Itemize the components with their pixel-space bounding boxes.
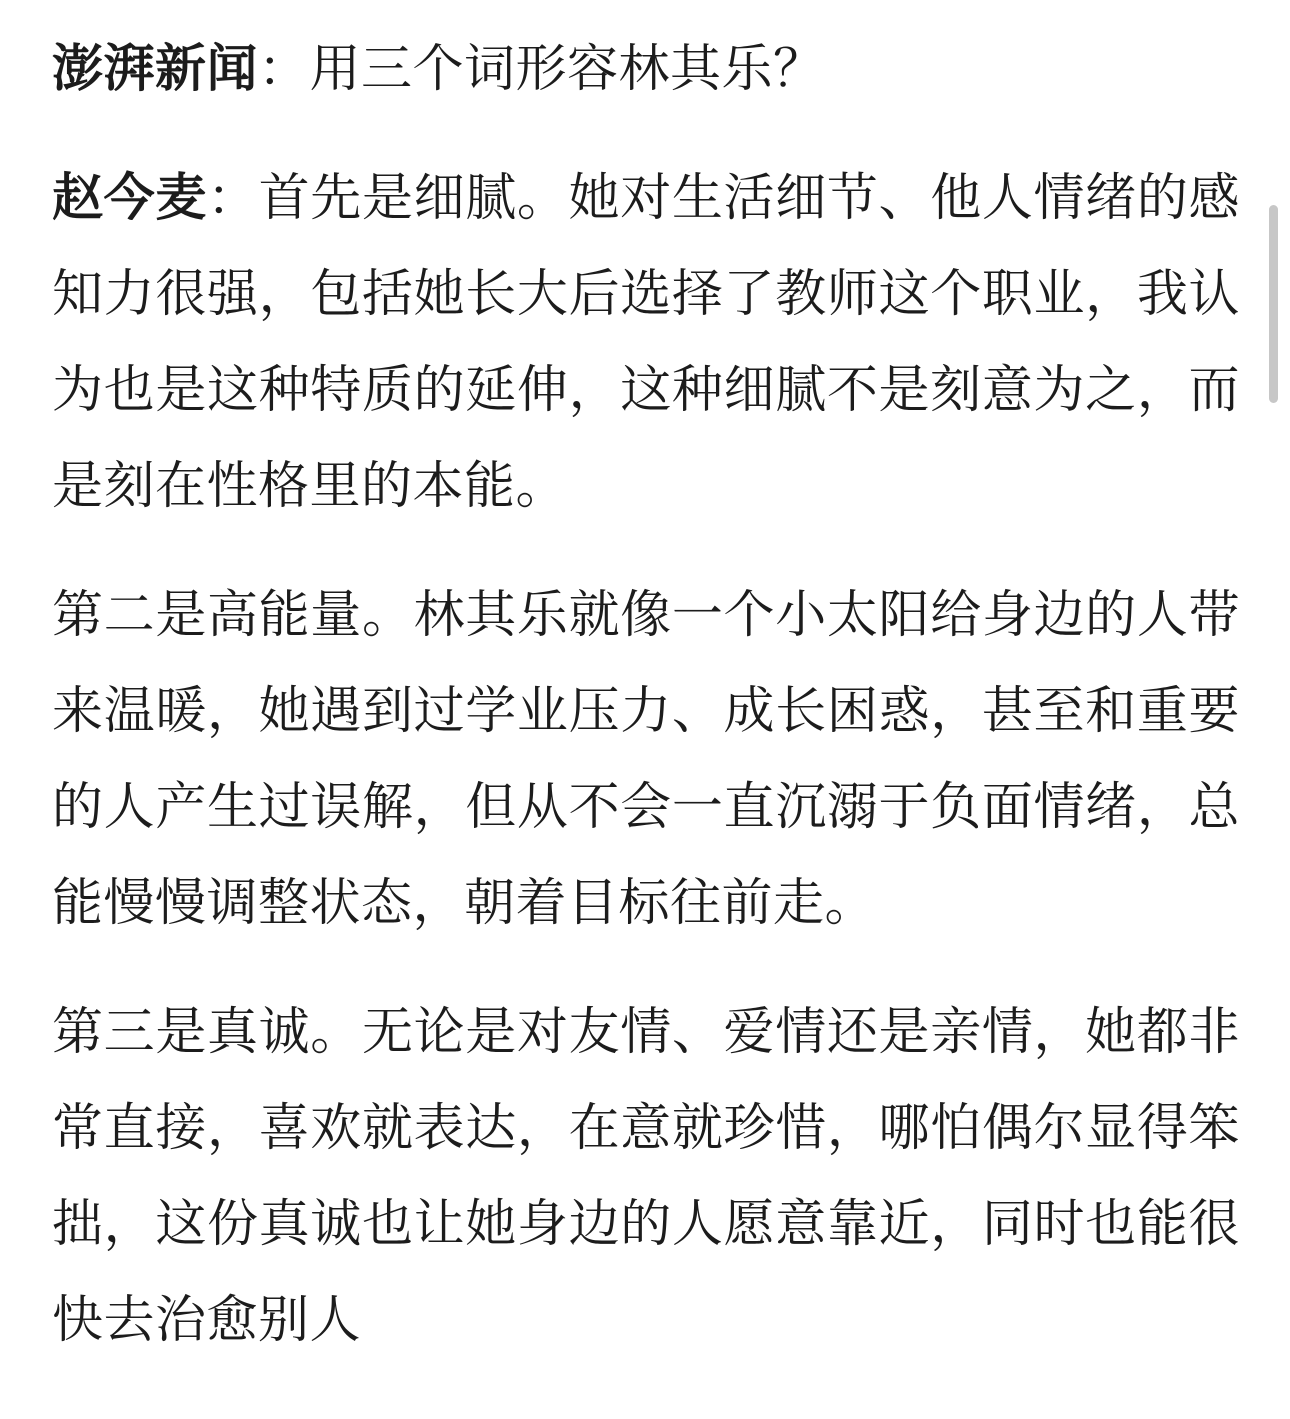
question-text: ：用三个词形容林其乐？ <box>258 40 825 99</box>
question-paragraph <box>52 22 1240 118</box>
answer-paragraph <box>52 151 1240 535</box>
paragraph-second-trait: 第二是高能量。林其乐就像一个小太阳给身边的人带来温暖，她遇到过学业压力、成长困惑，甚至和重要的人产生过误解，但从不会一直沉溺于负面情绪，总能慢慢调整状态，朝着目标往前走。 <box>52 586 1240 933</box>
paragraph-third-trait: 第三是真诚。无论是对友情、爱情还是亲情，她都非常直接，喜欢就表达，在意就珍惜，哪怕偶尔显得笨拙，这份真诚也让她身边的人愿意靠近，同时也能很快去治愈别人 <box>52 1003 1240 1350</box>
scrollbar-thumb[interactable] <box>1269 205 1278 403</box>
speaker-label: 澎湃新闻 <box>52 40 259 99</box>
speaker-label: 赵今麦 <box>52 169 207 228</box>
article-body <box>52 22 1240 1369</box>
answer-text: ：首先是细腻。她对生活细节、他人情绪的感知力很强，包括她长大后选择了教师这个职业，我认为也是这种特质的延伸，这种细腻不是刻意为之，而是刻在性格里的本能。 <box>52 169 1240 516</box>
